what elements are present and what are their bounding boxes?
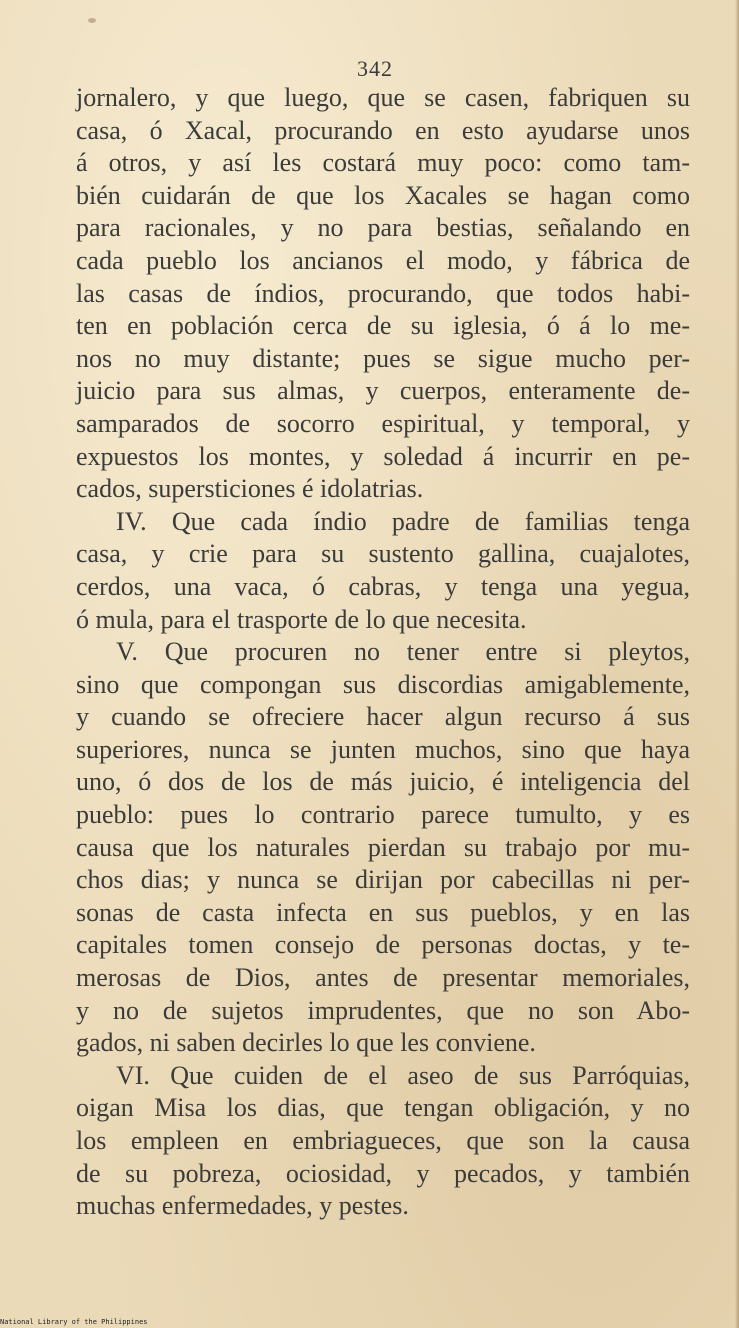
text-line: las casas de índios, procurando, que todos habi- bbox=[76, 278, 690, 308]
text-line: casa, ó Xacal, procurando en esto ayudarse unos bbox=[76, 115, 690, 145]
section-v-heading-line: V. Que procuren no tener entre si pleytos, bbox=[116, 637, 690, 667]
text-line: ó mula, para el trasporte de lo que necesita. bbox=[76, 604, 527, 634]
text-line: los empleen en embriagueces, que son la causa bbox=[76, 1126, 690, 1155]
text-line: jornalero, y que luego, que se casen, fabriquen su bbox=[76, 83, 690, 112]
text-line: causa que los naturales pierdan su trabajo por mu- bbox=[76, 832, 690, 862]
text-line: capitales tomen consejo de personas doctas, y te- bbox=[76, 930, 690, 960]
text-line: chos dias; y nunca se dirijan por cabecillas ni per- bbox=[76, 865, 690, 895]
text-line: juicio para sus almas, y cuerpos, enteramente de- bbox=[76, 376, 690, 406]
text-line: de su pobreza, ociosidad, y pecados, y también bbox=[76, 1158, 690, 1188]
section-vi-heading-line: VI. Que cuiden de el aseo de sus Parróquias, bbox=[116, 1060, 690, 1090]
text-line: y cuando se ofreciere hacer algun recurso á sus bbox=[76, 702, 690, 732]
text-line: nos no muy distante; pues se sigue mucho per- bbox=[76, 343, 690, 373]
body-text bbox=[76, 82, 690, 1223]
text-line: muchas enfermedades, y pestes. bbox=[76, 1191, 409, 1221]
library-credit: National Library of the Philippines bbox=[0, 1318, 148, 1326]
paper-stain bbox=[88, 18, 96, 23]
text-line: y no de sujetos imprudentes, que no son Abo- bbox=[76, 995, 690, 1025]
text-line: cados, supersticiones é idolatrias. bbox=[76, 474, 424, 504]
text-line: pueblo: pues lo contrario parece tumulto, y es bbox=[76, 800, 690, 830]
text-line: expuestos los montes, y soledad á incurrir en pe- bbox=[76, 441, 690, 471]
page-number: 342 bbox=[357, 56, 393, 81]
text-line: oigan Misa los dias, que tengan obligación, y no bbox=[76, 1093, 690, 1123]
section-iv-heading-line: IV. Que cada índio padre de familias tenga bbox=[116, 506, 690, 536]
text-line: ten en población cerca de su iglesia, ó á lo me- bbox=[76, 311, 690, 341]
text-line: gados, ni saben decirles lo que les conviene. bbox=[76, 1028, 536, 1058]
text-line: bién cuidarán de que los Xacales se hagan como bbox=[76, 180, 690, 210]
text-line: sino que compongan sus discordias amigablemente, bbox=[76, 669, 690, 699]
text-line: samparados de socorro espiritual, y temporal, y bbox=[76, 408, 690, 438]
text-line: á otros, y así les costará muy poco: como tam- bbox=[76, 148, 690, 178]
text-line: casa, y crie para su sustento gallina, cuajalotes, bbox=[76, 539, 690, 569]
text-line: merosas de Dios, antes de presentar memoriales, bbox=[76, 963, 690, 993]
text-line: cerdos, una vaca, ó cabras, y tenga una yegua, bbox=[76, 571, 690, 601]
page-edge-shadow bbox=[735, 0, 739, 1328]
text-line: para racionales, y no para bestias, señalando en bbox=[76, 213, 690, 243]
text-line: uno, ó dos de los de más juicio, é inteligencia del bbox=[76, 767, 690, 797]
text-line: cada pueblo los ancianos el modo, y fábrica de bbox=[76, 245, 690, 275]
text-line: sonas de casta infecta en sus pueblos, y en las bbox=[76, 897, 690, 927]
text-line: superiores, nunca se junten muchos, sino que haya bbox=[76, 734, 690, 764]
